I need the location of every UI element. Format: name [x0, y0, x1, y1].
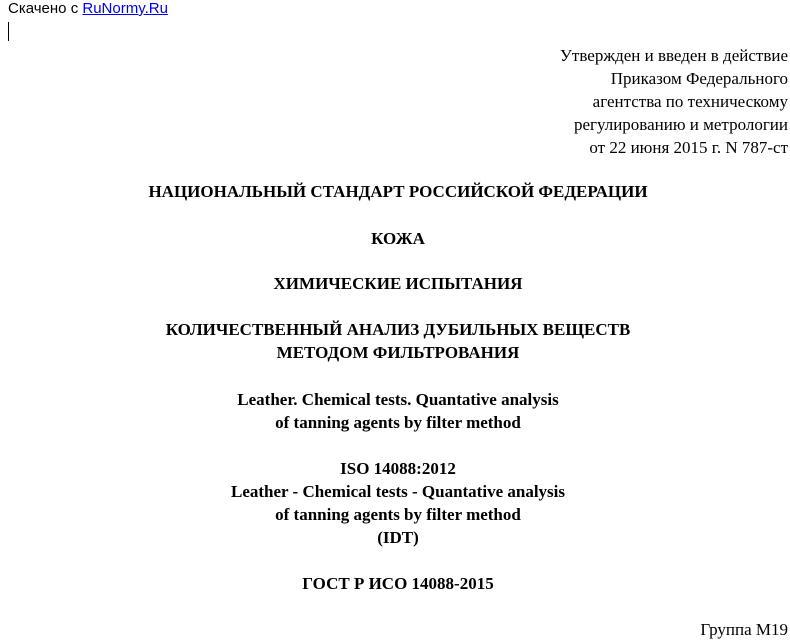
english-title [0, 388, 790, 434]
source-link[interactable]: RuNormy.Ru [82, 0, 168, 17]
russian-title-line: МЕТОДОМ ФИЛЬТРОВАНИЯ [276, 343, 520, 362]
iso-number: ISO 14088:2012 [340, 459, 456, 478]
iso-title-line: of tanning agents by filter method [275, 505, 521, 524]
source-line [8, 0, 168, 18]
national-standard-title: НАЦИОНАЛЬНЫЙ СТАНДАРТ РОССИЙСКОЙ ФЕДЕРАЦИИ [148, 182, 648, 201]
approval-block [560, 44, 788, 159]
category-heading: ХИМИЧЕСКИЕ ИСПЫТАНИЯ [273, 274, 523, 293]
approval-line: Приказом Федерального [610, 69, 788, 88]
english-title-line: of tanning agents by filter method [275, 413, 521, 432]
approval-line: Утвержден и введен в действие [559, 46, 788, 65]
approval-line: регулированию и метрологии [573, 115, 788, 134]
approval-line: агентства по техническому [592, 92, 788, 111]
iso-title-line: Leather - Chemical tests - Quantative analysis [231, 482, 565, 501]
subject-heading: КОЖА [371, 229, 425, 248]
russian-title-line: КОЛИЧЕСТВЕННЫЙ АНАЛИЗ ДУБИЛЬНЫХ ВЕЩЕСТВ [165, 320, 631, 339]
text-cursor [8, 22, 9, 41]
source-prefix: Скачено с [8, 0, 83, 17]
gost-number: ГОСТ Р ИСО 14088-2015 [302, 574, 494, 593]
approval-line: от 22 июня 2015 г. N 787-ст [589, 138, 788, 157]
russian-title [0, 318, 790, 364]
english-title-line: Leather. Chemical tests. Quantative analysis [237, 390, 559, 409]
group-label: Группа М19 [700, 620, 788, 639]
iso-reference [0, 457, 790, 549]
iso-equivalence: (IDT) [377, 528, 419, 547]
